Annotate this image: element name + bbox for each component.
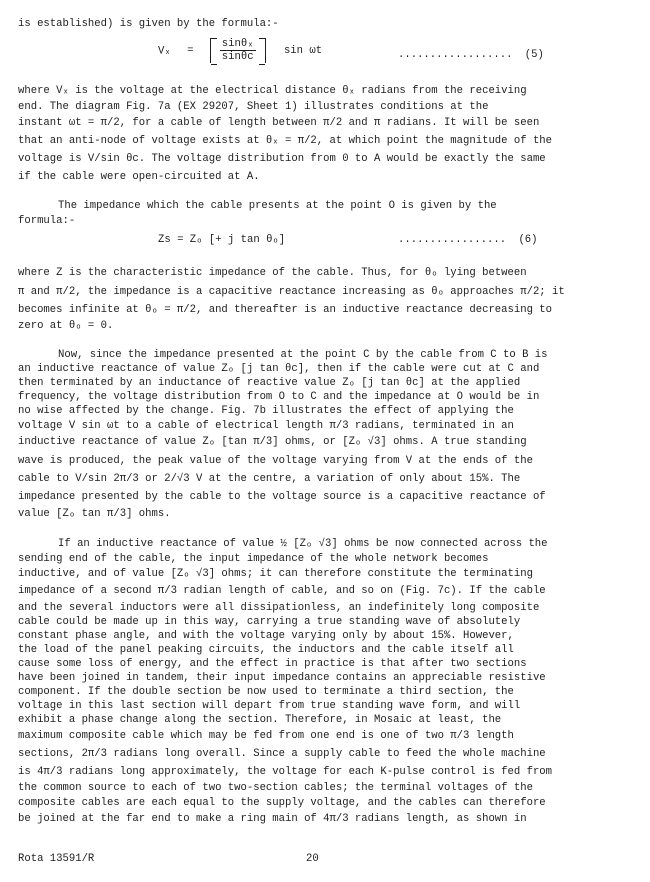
text-line-24: value [Zₒ tan π/3] ohms. — [18, 508, 171, 520]
text-line-30: cable could be made up in this way, carrying a true standing wave of absolutely — [18, 616, 521, 628]
text-line-26: sending end of the cable, the input impedance of the whole network becomes — [18, 553, 489, 565]
eq6-leader — [398, 234, 538, 246]
text-line-16: then terminated by an inductance of reactive value Zₒ [j tan θc] at the applied — [18, 377, 521, 389]
text-line-22: cable to V/sin 2π/3 or 2/√3 V at the centre, a variation of only about 15%. The — [18, 473, 521, 485]
text-line-17: frequency, the voltage distribution from O to C and the impedance at O would be in — [18, 391, 540, 403]
text-line-11: π and π/2, the impedance is a capacitive reactance increasing as θₒ approaches π/2; it — [18, 286, 565, 298]
eq5-numerator: sinθₓ — [221, 38, 254, 50]
text-line-41: the common source to each of two two-section cables; the terminal voltages of the — [18, 782, 533, 794]
text-line-8: The impedance which the cable presents at the point O is given by the — [58, 200, 497, 212]
text-line-39: sections, 2π/3 radians long overall. Since a supply cable to feed the whole machine — [18, 748, 546, 760]
eq6-dots: ................. — [398, 234, 507, 246]
text-line-27: inductive, and of value [Zₒ √3] ohms; it can therefore constitute the terminating — [18, 568, 533, 580]
eq5-factor: sin ωt — [283, 45, 323, 58]
text-line-38: maximum composite cable which may be fed from one end is one of two π/3 length — [18, 730, 514, 742]
text-line-3: end. The diagram Fig. 7a (EX 29207, Sheet 1) illustrates conditions at the — [18, 101, 489, 113]
text-line-42: composite cables are each equal to the supply voltage, and the cables can therefore — [18, 797, 546, 809]
text-line-37: exhibit a phase change along the section. Therefore, in Mosaic at least, the — [18, 714, 502, 726]
text-line-15: an inductive reactance of value Zₒ [j tan θc], then if the cable were cut at C and — [18, 363, 540, 375]
text-line-13: zero at θₒ = 0. — [18, 320, 114, 332]
equation-5 — [158, 38, 322, 63]
text-line-35: component. If the double section be now used to terminate a third section, the — [18, 686, 514, 698]
text-line-1: is established) is given by the formula:- — [18, 18, 279, 30]
eq5-leader — [398, 49, 544, 61]
text-line-19: voltage V sin ωt to a cable of electrical length π/3 radians, terminated in an — [18, 420, 514, 432]
text-line-2: where Vₓ is the voltage at the electrical distance θₓ radians from the receiving — [18, 85, 527, 97]
text-line-23: impedance presented by the cable to the voltage source is a capacitive reactance of — [18, 491, 546, 503]
text-line-34: have been joined in tandem, their input impedance contains an appreciable resistive — [18, 672, 546, 684]
equation-6: Zs = Zₒ [+ j tan θₒ] — [158, 234, 286, 246]
eq5-denominator: sinθc — [221, 51, 254, 63]
text-line-28: impedance of a second π/3 radian length of cable, and so on (Fig. 7c). If the cable — [18, 585, 546, 597]
text-line-43: be joined at the far end to make a ring main of 4π/3 radians length, as shown in — [18, 813, 527, 825]
eq5-dots: .................. — [398, 49, 513, 61]
text-line-20: inductive reactance of value Zₒ [tan π/3] ohms, or [Zₒ √3] ohms. A true standing — [18, 436, 527, 448]
text-line-4: instant ωt = π/2, for a cable of length between π/2 and π radians. It will be seen — [18, 117, 540, 129]
text-line-32: the load of the panel peaking circuits, the inductors and the cable itself all — [18, 644, 514, 656]
eq5-bracket — [210, 38, 266, 63]
text-line-33: cause some loss of energy, and the effect in practice is that after two sections — [18, 658, 527, 670]
text-line-29: and the several inductors were all dissipationless, an indefinitely long composite — [18, 602, 540, 614]
text-line-9: formula:- — [18, 215, 76, 227]
eq5-lhs: Vₓ — [158, 45, 171, 58]
text-line-6: voltage is V/sin θc. The voltage distribution from 0 to A would be exactly the same — [18, 153, 546, 165]
text-line-36: voltage in this last section will depart from true standing wave form, and will — [18, 700, 521, 712]
eq5-equals: = — [187, 45, 194, 58]
text-line-21: wave is produced, the peak value of the voltage varying from V at the ends of the — [18, 455, 533, 467]
text-line-25: If an inductive reactance of value ½ [Zₒ √3] ohms be now connected across the — [58, 538, 548, 550]
text-line-7: if the cable were open-circuited at A. — [18, 171, 260, 183]
eq6-number: (6) — [518, 234, 538, 246]
text-line-40: is 4π/3 radians long approximately, the voltage for each K-pulse control is fed from — [18, 766, 553, 778]
text-line-12: becomes infinite at θₒ = π/2, and thereafter is an inductive reactance decreasing to — [18, 304, 553, 316]
text-line-5: that an anti-node of voltage exists at θₓ = π/2, at which point the magnitude of the — [18, 135, 553, 147]
eq5-number: (5) — [524, 49, 544, 61]
text-line-18: no wise affected by the change. Fig. 7b illustrates the effect of applying the — [18, 405, 514, 417]
text-line-10: where Z is the characteristic impedance of the cable. Thus, for θₒ lying between — [18, 267, 527, 279]
document-reference: Rota 13591/R — [18, 853, 95, 865]
text-line-31: constant phase angle, and with the voltage varying only by about 15%. However, — [18, 630, 514, 642]
page-number: 20 — [306, 853, 319, 865]
text-line-14: Now, since the impedance presented at the point C by the cable from C to B is — [58, 349, 548, 361]
